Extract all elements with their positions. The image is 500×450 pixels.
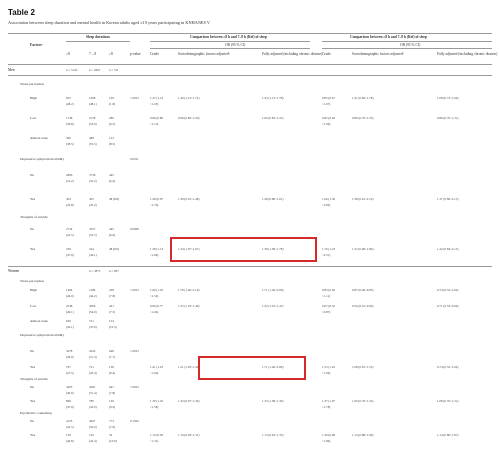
men-low-cell: (53.6) <box>89 122 97 126</box>
men-th-yes-full2: 1.42 (0.84~2.13) <box>437 247 459 251</box>
women-low-label: Low <box>30 304 37 308</box>
women-highlight-box <box>198 356 306 380</box>
men-dep-pvalue: 0.0011 <box>130 157 139 161</box>
women-low-crude: 0.96 (0.77 <box>150 304 164 308</box>
women-dep-yes-cell: 797 <box>66 365 71 369</box>
women-high-cell: (46.0) <box>66 294 74 298</box>
men-low-socio: 0.99 (0.82~1.20) <box>178 116 200 120</box>
men-dep-no-cell: 3736 <box>89 173 96 177</box>
men-th-yes-crude2-ci: ~2.51) <box>322 253 331 257</box>
men-low-cell: 286 <box>109 116 114 120</box>
men-low-full: 1.00 (0.82~1.22) <box>262 116 284 120</box>
men-highlight-box <box>170 237 317 262</box>
men-low-crude2-ci: ~1.09) <box>322 122 331 126</box>
men-low-cell: 1748 <box>66 116 73 120</box>
women-high-crude2: 0.83 (0.62 <box>322 288 336 292</box>
women-dep-yes-crude2: 1.55 (1.22 <box>322 365 336 369</box>
men-high-cell: 1008 <box>89 96 96 100</box>
men-th-no-cell: 2734 <box>66 227 73 231</box>
women-th-yes-cell: (43.0) <box>89 405 97 409</box>
men-dep-yes-crude2: 1.06 (1.56 <box>322 197 336 201</box>
men-dep-no-cell: 445 <box>109 173 114 177</box>
women-low-socio2: 0.56 (0.41~0.90) <box>352 304 374 308</box>
men-high-socio2: 1.21 (0.82~1.78) <box>352 96 374 100</box>
women-psy-no-cell: 4135 <box>66 419 73 423</box>
col-header-le6: ≥8 <box>66 52 70 56</box>
women-th-no-label: No <box>30 385 35 389</box>
women-high-crude-ci: ~1.52) <box>150 294 159 298</box>
women-none-cell: (47.6) <box>89 325 97 329</box>
women-high-cell: (7.8) <box>109 294 116 298</box>
women-dep-yes-cell: 138 <box>109 365 114 369</box>
women-thoughts-label: Thoughts of suicide <box>20 377 48 381</box>
women-depressive-label: Depressive symptom morbidity <box>20 333 65 337</box>
header-bottom-rule <box>8 64 492 65</box>
men-th-no-label: No <box>30 227 35 231</box>
women-low-full2: 0.71 (0.53~0.96) <box>437 304 459 308</box>
men-high-full2: 1.08 (0.73~1.66) <box>437 96 459 100</box>
women-psy-yes-cell: (42.4) <box>89 439 97 443</box>
women-top-rule <box>8 266 492 267</box>
women-dep-yes-cell: (9.4) <box>109 371 116 375</box>
men-low-label: Low <box>30 116 37 120</box>
men-high-label: High <box>30 96 37 100</box>
or-header-2: OR (95 % CI) <box>400 43 421 47</box>
women-dep-yes-cell: (47.5) <box>66 371 74 375</box>
women-psy-yes-crude2-ci: ~1.86) <box>322 439 331 443</box>
women-th-yes-socio2: 1.00 (0.76~1.32) <box>352 399 374 403</box>
men-n-1: n = 5143 <box>66 68 78 72</box>
women-low-full: 1.22 (1.01~1.47) <box>262 304 284 308</box>
men-high-cell: 149 <box>109 96 114 100</box>
women-psy-yes-crude2: 1.36 (0.99 <box>322 433 336 437</box>
col-header-full: Fully adjusted (including chronic disease) <box>262 52 323 56</box>
men-th-yes-cell: (44.1) <box>89 253 97 257</box>
men-th-yes-crude2: 1.76 (1.23 <box>322 247 336 251</box>
men-low-socio2: 0.86 (0.70~1.33) <box>352 116 374 120</box>
men-dep-yes-crude: 1.28 (0.97 <box>150 197 164 201</box>
men-thoughts-label: Thoughts of suicide <box>20 215 48 219</box>
women-th-yes-crude2-ci: ~1.78) <box>322 405 331 409</box>
women-dep-yes-full: 1.71 (1.40~2.09) <box>262 365 284 369</box>
women-dep-yes-cell: 721 <box>89 365 94 369</box>
col-header-full-2: Fully adjusted (including chronic disease) <box>437 52 498 56</box>
men-none-cell: (38.5) <box>66 142 74 146</box>
col-header-7-8: 7 – 8 <box>89 52 97 56</box>
men-stress-label: Stress perception <box>20 82 45 86</box>
men-th-pvalue: 0.0008 <box>130 227 139 231</box>
women-th-yes-crude2: 1.37 (1.07 <box>322 399 336 403</box>
women-low-crude-ci: ~1.04) <box>150 310 159 314</box>
women-psy-no-cell: 4647 <box>89 419 96 423</box>
women-none-cell: (42.1) <box>66 325 74 329</box>
men-th-yes-cell: (47.9) <box>66 253 74 257</box>
men-high-crude-ci: ~1.65) <box>150 102 159 106</box>
men-high-socio: 1.40 (1.14~1.72) <box>178 96 200 100</box>
women-low-crude2: 0.67 (0.52 <box>322 304 336 308</box>
men-none-cell: 488 <box>89 136 94 140</box>
men-dep-yes-crude-ci: ~1.70) <box>150 203 159 207</box>
men-th-yes-socio2: 1.52 (0.96~1.80) <box>352 247 374 251</box>
men-dep-yes-full: 1.28 (0.86~1.61) <box>262 197 284 201</box>
men-section-label: Men <box>8 68 15 72</box>
men-none-cell: 309 <box>66 136 71 140</box>
women-th-no-cell: 3405 <box>66 385 73 389</box>
women-psy-yes-cell: 32 <box>109 433 113 437</box>
women-psy-yes-crude: 1.12 (0.93 <box>150 433 164 437</box>
men-depressive-label: Depressive symptom morbidity <box>20 157 65 161</box>
women-n-1: n = 3875 <box>89 269 101 273</box>
men-dep-yes-cell: (45.2) <box>89 203 97 207</box>
comparison-header-2: Comparison between ≥8 h and 7–8 h (Ref) of sleep <box>350 35 427 39</box>
men-th-no-cell: 3327 <box>89 227 96 231</box>
or-header-1: OR (95 % CI) <box>225 43 246 47</box>
men-low-cell: (6.5) <box>109 122 116 126</box>
men-th-yes-full: 1.38 (1.09~1.78) <box>262 247 284 251</box>
women-dep-no-cell: (40.9) <box>66 355 74 359</box>
sleep-durations-header: Sleep durations <box>86 35 110 39</box>
women-th-no-cell: 4281 <box>89 385 96 389</box>
women-psy-yes-socio2: 1.14 (0.88~1.90) <box>352 433 374 437</box>
women-dep-yes-socio: 1.21 (1.03~1.40) <box>178 365 200 369</box>
women-psy-no-cell: (42.5) <box>66 425 74 429</box>
table-caption: Association between sleep duration and mental health in Korean adults aged ≥19 years participating in KNHANES V <box>8 20 211 25</box>
women-dep-yes-crude-ci: ~1.60) <box>150 371 159 375</box>
women-psy-yes-socio: 1.10 (0.93~1.31) <box>178 433 200 437</box>
women-psy-no-label: No <box>30 419 35 423</box>
cmp1-header-rule <box>150 41 310 42</box>
women-th-no-cell: (7.8) <box>109 391 116 395</box>
men-dep-no-cell: 2806 <box>66 173 73 177</box>
women-section-label: Women <box>8 269 20 273</box>
women-th-yes-cell: (9.2) <box>109 405 116 409</box>
women-high-socio2: 0.87 (0.49~0.85) <box>352 288 374 292</box>
men-high-cell: (48.2) <box>66 102 74 106</box>
men-low-crude2: 0.82 (0.62 <box>322 116 336 120</box>
women-th-yes-cell: 780 <box>89 399 94 403</box>
women-psy-no-cell: (7.9) <box>109 425 116 429</box>
women-none-label: Almost none <box>30 319 48 323</box>
men-high-cell: (1.8) <box>109 102 116 106</box>
women-high-full: 1.71 (1.40~2.09) <box>262 288 284 292</box>
men-dep-yes-label: Yes <box>30 197 36 201</box>
women-th-no-cell: (51.4) <box>89 391 97 395</box>
header-top-rule <box>8 33 492 34</box>
women-psy-no-cell: 773 <box>109 419 114 423</box>
men-th-yes-crude-ci: ~1.69) <box>150 253 159 257</box>
women-th-no-cell: (40.9) <box>66 391 74 395</box>
women-psy-yes-cell: (46.8) <box>66 439 74 443</box>
women-dep-yes-crude: 1.41 (1.23 <box>150 365 164 369</box>
women-high-crude: 1.09 (1.19 <box>150 288 164 292</box>
cmp2-header-rule <box>322 41 492 42</box>
women-low-crude2-ci: ~0.87) <box>322 310 331 314</box>
women-low-cell: (7.5) <box>109 310 116 314</box>
women-th-yes-label: Yes <box>30 399 36 403</box>
women-psych-label: Psychiatric counseling <box>20 411 52 415</box>
women-dep-no-cell: 3478 <box>66 349 73 353</box>
women-dep-yes-label: Yes <box>30 365 36 369</box>
women-psy-yes-full2: 1.14 (0.89~1.87) <box>437 433 459 437</box>
women-th-yes-cell: (47.9) <box>66 405 74 409</box>
women-high-cell: 228 <box>109 288 114 292</box>
women-psy-yes-crude-ci: ~1.31) <box>150 439 159 443</box>
col-header-socio: Sociodemographic factors adjustedᵇ <box>178 52 230 56</box>
table-label: Table 2 <box>8 8 35 17</box>
men-dep-yes-crude2-ci: ~2.82) <box>322 203 331 207</box>
men-th-yes-cell: 48 (8.0) <box>109 247 120 251</box>
col-header-crude-2: Crude <box>322 52 331 56</box>
men-none-cell: 123 <box>109 136 114 140</box>
men-th-yes-cell: 224 <box>89 247 94 251</box>
women-dep-no-cell: 648 <box>109 349 114 353</box>
or2-rule <box>322 48 492 49</box>
women-high-cell: 1286 <box>89 288 96 292</box>
men-high-cell: (48.1) <box>89 102 97 106</box>
col-header-socio-2: Sociodemographic factors adjustedᵇ <box>352 52 404 56</box>
comparison-header-1: Comparison between ≥8 h and 7–8 h (Ref) of sleep <box>190 35 267 39</box>
women-none-cell: 721 <box>89 319 94 323</box>
col-header-ge8: ≥8 <box>109 52 113 56</box>
men-high-crude2-ci: ~1.07) <box>322 102 331 106</box>
women-none-cell: (10.3) <box>109 325 117 329</box>
women-th-yes-cell: 869 <box>66 399 71 403</box>
women-none-cell: 630 <box>66 319 71 323</box>
women-high-full2: 0.74 (0.52~1.04) <box>437 288 459 292</box>
men-rule <box>8 75 492 76</box>
women-th-yes-crude-ci: ~1.58) <box>150 405 159 409</box>
women-low-socio: 1.25 (1.03~1.49) <box>178 304 200 308</box>
women-dep-no-cell: (7.7) <box>109 355 116 359</box>
men-low-full2: 0.86 (0.70~1.31) <box>437 116 459 120</box>
women-low-cell: 2238 <box>66 304 73 308</box>
women-low-cell: (54.9) <box>89 310 97 314</box>
men-dep-yes-socio2: 1.38 (0.91~2.10) <box>352 197 374 201</box>
men-low-cell: 2178 <box>89 116 96 120</box>
women-dep-no-cell: 4343 <box>89 349 96 353</box>
men-low-crude-ci: ~1.15) <box>150 122 159 126</box>
men-n-2: n = 2661 <box>89 68 101 72</box>
women-high-socio: 1.78 (1.46~2.16) <box>178 288 200 292</box>
men-th-no-cell: (41.5) <box>66 233 74 237</box>
women-dep-yes-socio2: 1.08 (0.81~1.55) <box>352 365 374 369</box>
women-dep-no-cell: (51.3) <box>89 355 97 359</box>
women-dep-pvalue: <.0001 <box>130 349 139 353</box>
women-stress-label: Stress perception <box>20 279 45 283</box>
col-header-crude: Crude <box>150 52 159 56</box>
factors-header: Factorsᵃ <box>30 43 43 47</box>
men-dep-no-label: No <box>30 173 35 177</box>
men-low-crude: 0.96 (0.80 <box>150 116 164 120</box>
women-psy-yes-full: 1.13 (0.93~1.35) <box>262 433 284 437</box>
women-n-2: n = 837 <box>109 269 119 273</box>
men-dep-yes-cell: 48 (8.8) <box>109 197 120 201</box>
men-dep-no-cell: (52.2) <box>89 179 97 183</box>
sleep-header-rule <box>66 41 130 42</box>
men-high-full: 1.43 (1.13~1.78) <box>262 96 284 100</box>
men-th-no-cell: (52.5) <box>89 233 97 237</box>
col-header-pvalue: p-value <box>130 52 141 56</box>
women-th-pvalue: <.0001 <box>130 385 139 389</box>
women-th-no-cell: 647 <box>109 385 114 389</box>
women-dep-yes-full2: 0.74 (0.52~1.04) <box>437 365 459 369</box>
men-dep-yes-full2: 1.37 (0.89~2.15) <box>437 197 459 201</box>
men-dep-yes-cell: 305 <box>89 197 94 201</box>
women-psy-yes-cell: 139 <box>66 433 71 437</box>
men-th-no-cell: (6.6) <box>109 233 116 237</box>
women-th-yes-crude: 1.30 (1.22 <box>150 399 164 403</box>
men-none-label: Almost none <box>30 136 48 140</box>
men-high-crude: 1.37 (1.14 <box>150 96 164 100</box>
men-th-yes-cell: 236 <box>66 247 71 251</box>
women-psy-yes-label: Yes <box>30 433 36 437</box>
women-psy-pvalue: 0.1502 <box>130 419 139 423</box>
men-th-yes-crude: 1.38 (1.13 <box>150 247 164 251</box>
women-th-yes-full: 1.33 (1.09~1.30) <box>262 399 284 403</box>
men-dep-no-cell: (41.2) <box>66 179 74 183</box>
women-high-cell: 1404 <box>66 288 73 292</box>
men-none-cell: (8.5) <box>109 142 116 146</box>
women-th-yes-full2: 1.08 (0.76~1.31) <box>437 399 459 403</box>
men-stress-pvalue: <.0001 <box>130 96 139 100</box>
men-th-yes-label: Yes <box>30 247 36 251</box>
men-n-3: n = 511 <box>109 68 119 72</box>
women-high-cell: (44.2) <box>89 294 97 298</box>
women-low-cell: 421 <box>109 304 114 308</box>
men-none-cell: (55.5) <box>89 142 97 146</box>
women-psy-no-cell: (50.2) <box>89 425 97 429</box>
women-dep-yes-crude2-ci: ~1.96) <box>322 371 331 375</box>
men-dep-yes-cell: (45.8) <box>66 203 74 207</box>
men-high-cell: 955 <box>66 96 71 100</box>
or1-rule <box>150 48 310 49</box>
women-psy-yes-cell: (10.8) <box>109 439 117 443</box>
women-th-yes-cell: 139 <box>109 399 114 403</box>
men-low-cell: (39.8) <box>66 122 74 126</box>
men-th-yes-socio: 1.34 (1.07~1.67) <box>178 247 200 251</box>
women-th-yes-socio: 1.32 (0.97~1.30) <box>178 399 200 403</box>
women-low-cell: 3066 <box>89 304 96 308</box>
men-dep-no-cell: (6.6) <box>109 179 116 183</box>
men-high-crude2: 0.85 (0.67 <box>322 96 336 100</box>
women-dep-yes-cell: (43.4) <box>89 371 97 375</box>
women-high-crude2-ci: ~1.11) <box>322 294 331 298</box>
men-dep-yes-cell: 304 <box>66 197 71 201</box>
women-low-cell: (40.1) <box>66 310 74 314</box>
men-th-no-cell: 445 <box>109 227 114 231</box>
women-stress-pvalue: <.0001 <box>130 288 139 292</box>
women-none-cell: 154 <box>109 319 114 323</box>
men-dep-yes-socio: 1.38 (0.91~1.48) <box>178 197 200 201</box>
women-psy-yes-cell: 126 <box>89 433 94 437</box>
women-high-label: High <box>30 288 37 292</box>
women-dep-no-label: No <box>30 349 35 353</box>
